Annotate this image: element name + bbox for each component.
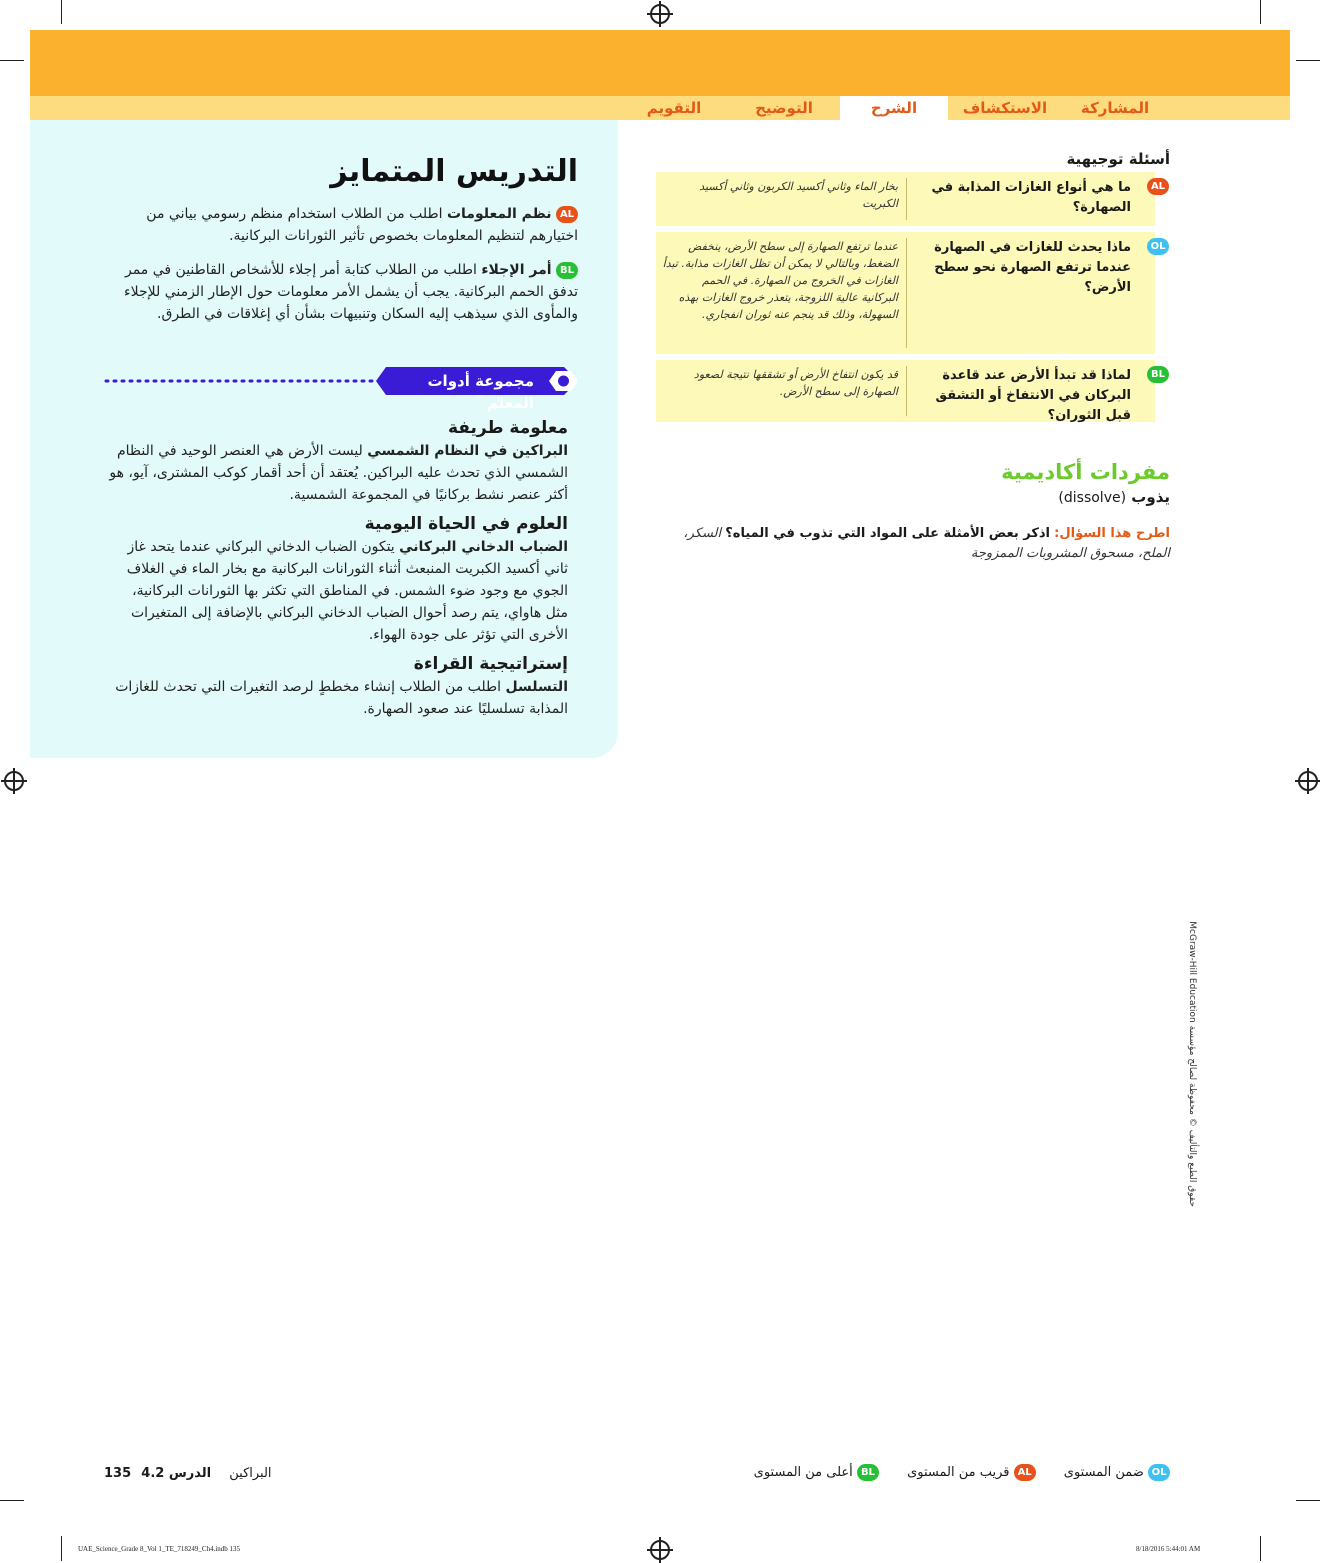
question-row-ol [656, 232, 1166, 354]
level-badge-bl: BL [1147, 366, 1169, 383]
section-everyday-science [108, 512, 568, 646]
tab-explore[interactable]: الاستكشاف [962, 99, 1048, 117]
section-heading: العلوم في الحياة اليومية [364, 514, 568, 534]
panel-item-bl [102, 259, 578, 325]
level-badge-al: AL [556, 206, 578, 223]
vocab-prompt [670, 524, 1170, 564]
question-text: ما هي أنواع الغازات المذابة في الصهارة؟ [931, 180, 1131, 215]
section-text: يتكون الضباب الدخاني البركاني عندما يتحد غاز ثاني أكسيد الكبريت المنبعث أثناء الثورانات البركانية مع بخار الماء في الغلاف الجوي مع وجود ضوء الشمس. في المناطق التي تكثر بها الثورانات البركانية، مثل هاواي، يتم رصد أحوال الضباب الدخاني البركاني بالإضافة إلى المتغيرات الأخرى التي تؤثر على جودة الهواء. [126, 539, 568, 643]
level-badge-bl: BL [857, 1464, 879, 1481]
item-text: اطلب من الطلاب كتابة أمر إجلاء للأشخاص القاطنين في ممر تدفق الحمم البركانية. يجب أن يشمل الأمر معلومات حول الإطار الزمني للإجلاء والمأوى الذي سيذهب إليه السكان وتنبيهات بشأن أي إغلاقات في الطرق. [124, 262, 578, 322]
tab-elaborate[interactable]: التوضيح [755, 99, 813, 117]
crop-mark [0, 1500, 24, 1501]
guiding-questions-title: أسئلة توجيهية [1066, 150, 1170, 168]
registration-mark-icon [650, 1540, 670, 1560]
crop-mark [61, 1536, 62, 1561]
section-text: ليست الأرض هي العنصر الوحيد في النظام الشمسي الذي تحدث عليه البراكين. يُعتقد أن أحد أقمار كوكب المشترى، آيو، هو أكثر عنصر نشط بركانيًا في المجموعة الشمسية. [109, 443, 568, 503]
registration-mark-icon [4, 771, 24, 791]
page-number: 135 [104, 1466, 132, 1481]
lesson-number: الدرس 4.2 [141, 1466, 212, 1481]
question-row-bl [656, 360, 1165, 423]
answer-text: عندما ترتفع الصهارة إلى سطح الأرض، ينخفض الضغط، وبالتالي لا يمكن أن تظل الغازات مذابة. تبدأ الغازات في الخروج من الصهارة. في الحمم البركانية عالية اللزوجة، يتعذر خروج الغازات بهذه السهولة، وذلك قد ينجم عنه ثوران انفجاري. [662, 240, 898, 321]
divider [906, 366, 907, 416]
slug-file-name: UAE_Science_Grade 8_Vol 1_TE_718249_Ch4.indb 135 [78, 1545, 241, 1553]
crop-mark [1296, 1500, 1320, 1501]
crop-mark [61, 0, 62, 24]
panel-title: التدريس المتمايز [330, 154, 578, 189]
section-lead: التسلسل [505, 679, 568, 695]
registration-mark-icon [1298, 771, 1318, 791]
item-lead: نظم المعلومات [446, 206, 552, 222]
tab-evaluate[interactable]: التقويم [646, 99, 702, 117]
answer-text: بخار الماء وثاني أكسيد الكربون وثاني أكسيد الكبريت [699, 180, 898, 210]
legend-label: ضمن المستوى [1063, 1465, 1144, 1480]
tag-label: مجموعة أدوات المعلم [427, 372, 534, 412]
header-band [30, 30, 1290, 96]
vocab-word-line [870, 488, 1170, 506]
answer-text: قد يكون انتفاخ الأرض أو تشققها نتيجة لصعود الصهارة إلى سطح الأرض. [693, 368, 898, 398]
item-lead: أمر الإجلاء [481, 262, 552, 278]
legend-label: أعلى من المستوى [753, 1465, 853, 1480]
prompt-answer: السكر، الملح، مسحوق المشروبات الممزوجة [683, 526, 1170, 561]
tab-engage[interactable]: المشاركة [1080, 99, 1150, 117]
panel-item-al [102, 203, 578, 247]
level-badge-al: AL [1014, 1464, 1036, 1481]
question-row-al [656, 172, 1166, 226]
footer-legend [610, 1464, 1170, 1481]
vocab-title: مفردات أكاديمية [1001, 460, 1170, 484]
level-badge-bl: BL [556, 262, 578, 279]
crop-mark [1260, 1536, 1261, 1561]
question-text: ماذا يحدث للغازات في الصهارة عندما ترتفع الصهارة نحو سطح الأرض؟ [934, 240, 1131, 295]
section-heading: إستراتيجية القراءة [413, 654, 568, 674]
level-badge-ol: OL [1147, 238, 1169, 255]
question-text: لماذا قد تبدأ الأرض عند قاعدة البركان في الانتفاخ أو التشقق قبل الثوران؟ [935, 368, 1131, 423]
crop-mark [1260, 0, 1261, 24]
section-lead: البراكين في النظام الشمسي [367, 443, 568, 459]
divider [906, 238, 907, 348]
tab-explain[interactable]: الشرح [840, 96, 948, 120]
section-heading: معلومة طريفة [448, 418, 568, 438]
crop-mark [1296, 60, 1320, 61]
divider [906, 178, 907, 220]
section-fun-fact [108, 416, 568, 506]
footer-page-info [104, 1466, 324, 1481]
section-text: اطلب من الطلاب إنشاء مخططٍ لرصد التغيرات التي تحدث للغازات المذابة تسلسليًا عند صعود الصهارة. [115, 679, 568, 717]
prompt-label: اطرح هذا السؤال: [1054, 526, 1170, 541]
copyright-notice: حقوق الطبع والتأليف © محفوظة لصالح مؤسسة McGraw-Hill Education [1187, 921, 1197, 1207]
vocab-word: يذوب [1131, 488, 1170, 506]
level-badge-ol: OL [1148, 1464, 1170, 1481]
lesson-topic: البراكين [229, 1466, 272, 1481]
section-reading-strategy [108, 652, 568, 720]
vocab-word-en: (dissolve) [1058, 490, 1127, 506]
level-badge-al: AL [1147, 178, 1169, 195]
hexagon-dot [558, 376, 569, 387]
item-text: اطلب من الطلاب استخدام منظم رسومي بياني من اختيارهم لتنظيم المعلومات بخصوص تأثير الثورانات البركانية. [146, 206, 578, 244]
legend-label: قريب من المستوى [907, 1465, 1010, 1480]
crop-mark [0, 60, 24, 61]
prompt-text: اذكر بعض الأمثلة على المواد التي تذوب في المياه؟ [725, 526, 1051, 541]
slug-date: 8/18/2016 5:44:01 AM [1136, 1545, 1201, 1553]
registration-mark-icon [650, 4, 670, 24]
section-lead: الضباب الدخاني البركاني [399, 539, 568, 555]
